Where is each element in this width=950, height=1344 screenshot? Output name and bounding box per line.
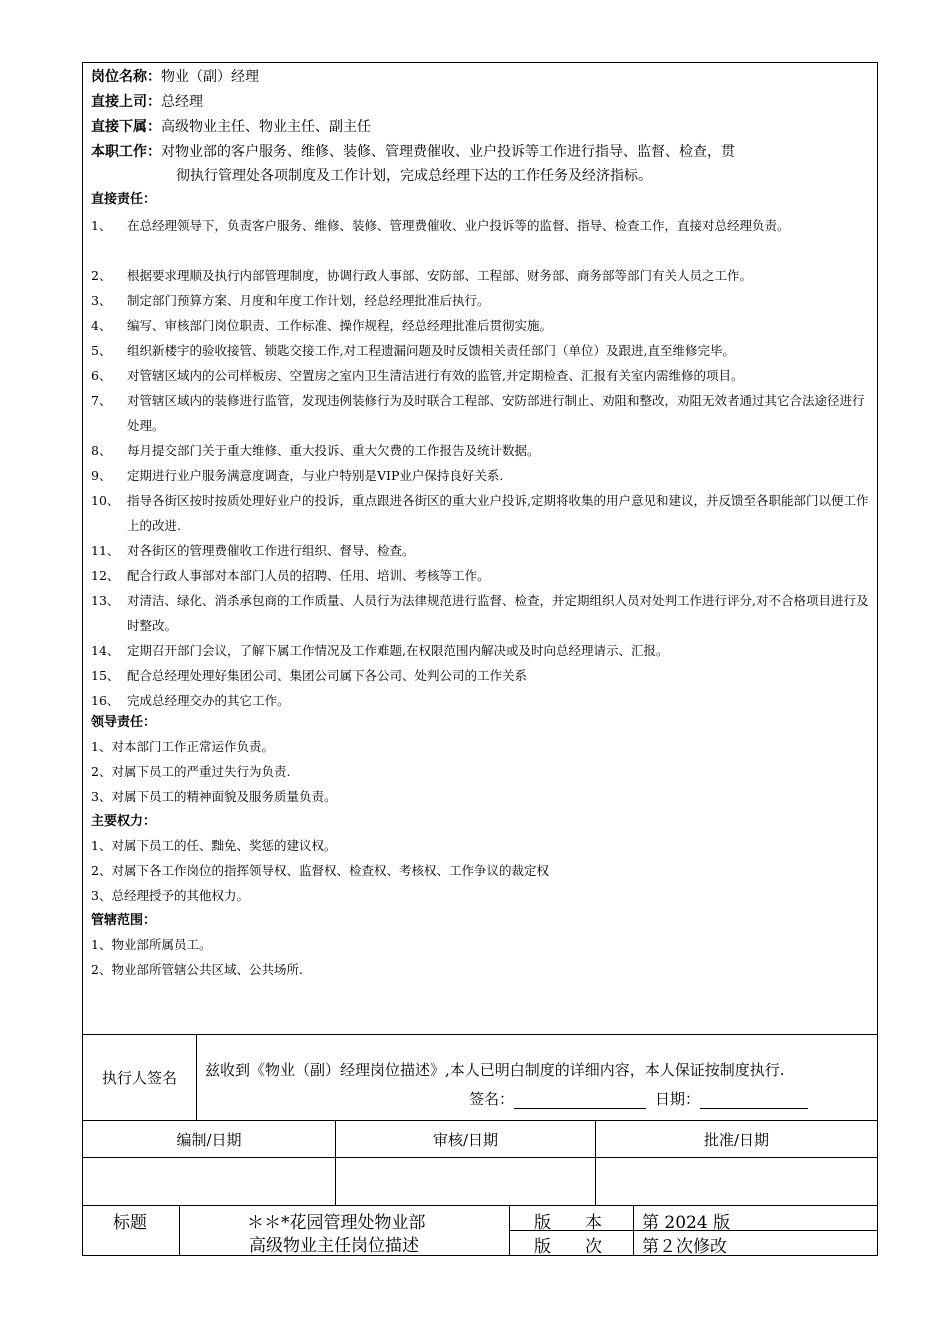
responsibility-text: 在总经理领导下，负责客户服务、维修、装修、管理费催收、业户投诉等的监督、指导、检查工作，直接对总经理负责。 bbox=[127, 218, 790, 233]
responsibility-text: 指导各街区按时按质处理好业户的投诉，重点跟进各街区的重大业户投诉,定期将收集的用户意见和建议，并反馈至各职能部门以便工作上的改进. bbox=[127, 493, 869, 533]
leadership-item: 2、对属下员工的严重过失行为负责. bbox=[91, 764, 291, 779]
signature-field[interactable] bbox=[469, 1088, 646, 1109]
power-item: 2、对属下各工作岗位的指挥领导权、监督权、检查权、考核权、工作争议的裁定权 bbox=[91, 863, 549, 878]
date-field[interactable] bbox=[655, 1088, 808, 1109]
duty-line-2: 彻执行管理处各项制度及工作计划，完成总经理下达的工作任务及经济指标。 bbox=[176, 168, 652, 184]
power-item: 3、总经理授予的其他权力。 bbox=[91, 888, 249, 903]
responsibility-text: 制定部门预算方案、月度和年度工作计划，经总经理批准后执行。 bbox=[127, 293, 490, 308]
responsibility-item bbox=[91, 313, 871, 338]
signature-section bbox=[83, 1035, 877, 1121]
footer-title-line-1: ＊＊*花园管理处物业部 bbox=[247, 1213, 426, 1233]
position-value: 物业（副）经理 bbox=[161, 69, 259, 85]
responsibility-item bbox=[91, 288, 871, 313]
responsibility-item bbox=[91, 438, 871, 463]
version-label: 版 本 bbox=[534, 1213, 602, 1233]
responsibility-number: 16、 bbox=[91, 693, 120, 708]
responsibility-number: 2、 bbox=[91, 268, 112, 283]
acknowledgement-statement: 兹收到《物业（副）经理岗位描述》,本人已明白制度的详细内容，本人保证按制度执行. bbox=[205, 1061, 785, 1079]
responsibility-text: 对清洁、绿化、消杀承包商的工作质量、人员行为法律规范进行监督、检查，并定期组织人员对处判工作进行评分,对不合格项目进行及时整改。 bbox=[127, 593, 869, 633]
jurisdiction-title: 管辖范围： bbox=[91, 913, 157, 928]
jurisdiction-item: 2、物业部所管辖公共区域、公共场所. bbox=[91, 962, 303, 977]
duty-row bbox=[91, 140, 735, 165]
sign-name-underline[interactable] bbox=[514, 1092, 646, 1109]
footer-divider bbox=[179, 1206, 180, 1255]
signature-label: 执行人签名 bbox=[83, 1035, 197, 1120]
responsibility-text: 每月提交部门关于重大维修、重大投诉、重大欠费的工作报告及统计数据。 bbox=[127, 443, 540, 458]
responsibility-text: 定期召开部门会议，了解下属工作情况及工作难题,在权限范围内解决或及时向总经理请示、汇报。 bbox=[127, 643, 669, 658]
superior-row bbox=[91, 90, 203, 115]
responsibility-text: 对各街区的管理费催收工作进行组织、督导、检查。 bbox=[127, 543, 415, 558]
position-row bbox=[91, 65, 259, 90]
duty-label: 本职工作： bbox=[91, 144, 161, 160]
subordinate-row bbox=[91, 115, 371, 140]
footer-title-line-2: 高级物业主任岗位描述 bbox=[249, 1236, 419, 1256]
responsibility-number: 13、 bbox=[91, 593, 120, 608]
responsibility-number: 8、 bbox=[91, 443, 112, 458]
responsibility-number: 1、 bbox=[91, 218, 112, 233]
responsibility-text: 配合行政人事部对本部门人员的招聘、任用、培训、考核等工作。 bbox=[127, 568, 490, 583]
subordinate-label: 直接下属： bbox=[91, 119, 161, 135]
job-content-section bbox=[83, 63, 877, 1035]
responsibility-number: 15、 bbox=[91, 668, 120, 683]
responsibility-text: 定期进行业户服务满意度调查，与业户特别是VIP业户保持良好关系. bbox=[127, 468, 504, 483]
responsibility-number: 11、 bbox=[91, 543, 120, 558]
position-label: 岗位名称： bbox=[91, 69, 161, 85]
responsibility-item bbox=[91, 213, 871, 238]
responsibility-text: 配合总经理处理好集团公司、集团公司属下各公司、处判公司的工作关系 bbox=[127, 668, 528, 683]
responsibility-number: 10、 bbox=[91, 493, 120, 508]
responsibility-number: 14、 bbox=[91, 643, 120, 658]
responsibility-text: 完成总经理交办的其它工作。 bbox=[127, 693, 290, 708]
main-powers-title: 主要权力： bbox=[91, 814, 157, 829]
approved-cell bbox=[596, 1121, 877, 1205]
responsibility-number: 9、 bbox=[91, 468, 112, 483]
approval-section bbox=[83, 1121, 877, 1206]
responsibility-item bbox=[91, 338, 871, 363]
responsibility-number: 5、 bbox=[91, 343, 112, 358]
revision-value: 第２次修改 bbox=[642, 1237, 727, 1257]
responsibility-item bbox=[91, 388, 871, 438]
responsibility-item bbox=[91, 638, 871, 663]
responsibility-item bbox=[91, 263, 871, 288]
responsibility-number: 7、 bbox=[91, 393, 112, 408]
responsibility-text: 根据要求理顺及执行内部管理制度，协调行政人事部、安防部、工程部、财务部、商务部等部门有关人员之工作。 bbox=[127, 268, 753, 283]
responsibility-number: 12、 bbox=[91, 568, 120, 583]
direct-responsibility-title: 直接责任： bbox=[91, 192, 157, 207]
responsibility-number: 6、 bbox=[91, 368, 112, 383]
footer-title-label: 标题 bbox=[113, 1213, 147, 1233]
responsibility-item bbox=[91, 488, 871, 538]
sign-date-label: 日期： bbox=[655, 1090, 701, 1108]
prepared-header: 编制/日期 bbox=[83, 1121, 335, 1158]
superior-label: 直接上司： bbox=[91, 94, 161, 110]
subordinate-value: 高级物业主任、物业主任、副主任 bbox=[161, 119, 371, 135]
responsibility-item bbox=[91, 563, 871, 588]
responsibility-number: 3、 bbox=[91, 293, 112, 308]
sign-date-underline[interactable] bbox=[700, 1092, 808, 1109]
reviewed-header: 审核/日期 bbox=[336, 1121, 595, 1158]
sign-name-label: 签名： bbox=[469, 1090, 515, 1108]
responsibility-text: 对管辖区域内的公司样板房、空置房之室内卫生清洁进行有效的监管,并定期检查、汇报有关室内需维修的项目。 bbox=[127, 368, 744, 383]
leadership-responsibility-title: 领导责任： bbox=[91, 715, 157, 730]
approved-header: 批准/日期 bbox=[596, 1121, 877, 1158]
jurisdiction-item: 1、物业部所属员工。 bbox=[91, 937, 212, 952]
job-description-form bbox=[82, 62, 878, 1256]
prepared-cell bbox=[83, 1121, 335, 1205]
responsibility-number: 4、 bbox=[91, 318, 112, 333]
footer-section bbox=[83, 1206, 877, 1255]
leadership-item: 3、对属下员工的精神面貌及服务质量负责。 bbox=[91, 789, 337, 804]
revision-label: 版 次 bbox=[534, 1237, 602, 1257]
responsibility-text: 对管辖区域内的装修进行监管，发现违例装修行为及时联合工程部、安防部进行制止、劝阻和整改，劝阻无效者通过其它合法途径进行处理。 bbox=[127, 393, 865, 433]
version-value: 第 2024 版 bbox=[642, 1213, 731, 1233]
duty-line-1: 对物业部的客户服务、维修、装修、管理费催收、业户投诉等工作进行指导、监督、检查，贯 bbox=[161, 144, 735, 160]
responsibility-text: 编写、审核部门岗位职责、工作标准、操作规程，经总经理批准后贯彻实施。 bbox=[127, 318, 553, 333]
responsibility-item bbox=[91, 363, 871, 388]
responsibility-item bbox=[91, 588, 871, 638]
superior-value: 总经理 bbox=[161, 94, 203, 110]
power-item: 1、对属下员工的任、黜免、奖惩的建议权。 bbox=[91, 838, 337, 853]
responsibility-item bbox=[91, 688, 871, 713]
leadership-item: 1、对本部门工作正常运作负责。 bbox=[91, 739, 274, 754]
responsibility-item bbox=[91, 663, 871, 688]
responsibility-item bbox=[91, 463, 871, 488]
responsibility-item bbox=[91, 538, 871, 563]
responsibility-text: 组织新楼宇的验收接管、锁匙交接工作,对工程遗漏问题及时反馈相关责任部门（单位）及跟进,直至维修完毕。 bbox=[127, 343, 735, 358]
reviewed-cell bbox=[336, 1121, 595, 1205]
